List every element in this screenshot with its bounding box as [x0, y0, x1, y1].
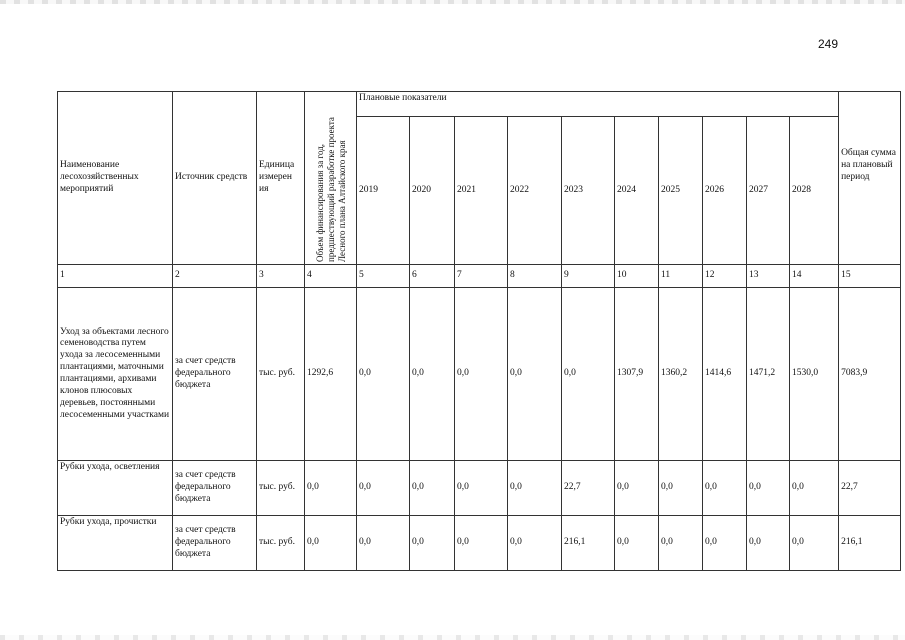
source-cell: за счет средств федерального бюджета — [173, 461, 257, 516]
value-cell: 0,0 — [790, 516, 839, 571]
header-unit: Единица измерен ия — [257, 92, 305, 265]
source-cell: за счет средств федерального бюджета — [173, 516, 257, 571]
column-number: 7 — [455, 265, 508, 288]
value-cell: 0,0 — [455, 516, 508, 571]
total-cell: 7083,9 — [839, 288, 901, 461]
value-cell: 0,0 — [357, 516, 410, 571]
column-number: 5 — [357, 265, 410, 288]
value-cell: 0,0 — [562, 288, 615, 461]
value-cell: 0,0 — [747, 461, 790, 516]
column-number: 11 — [659, 265, 703, 288]
header-planned: Плановые показатели — [357, 92, 839, 117]
total-cell: 216,1 — [839, 516, 901, 571]
header-prev-volume-text: Объем финансирования за год, предшествующий разработке проекта Лесного плана Алтайского края — [314, 117, 346, 262]
header-year: 2019 — [357, 117, 410, 265]
value-cell: 0,0 — [357, 461, 410, 516]
column-number: 1 — [58, 265, 173, 288]
unit-cell: тыс. руб. — [257, 516, 305, 571]
value-cell: 1530,0 — [790, 288, 839, 461]
unit-cell: тыс. руб. — [257, 461, 305, 516]
value-cell: 0,0 — [455, 288, 508, 461]
activity-cell: Рубки ухода, прочистки — [58, 516, 173, 571]
header-year: 2026 — [703, 117, 747, 265]
header-year: 2023 — [562, 117, 615, 265]
header-year: 2028 — [790, 117, 839, 265]
value-cell: 0,0 — [508, 288, 562, 461]
header-year: 2020 — [410, 117, 455, 265]
activity-cell: Рубки ухода, осветления — [58, 461, 173, 516]
column-number: 13 — [747, 265, 790, 288]
activity-cell: Уход за объектами лесного семеноводства путем ухода за лесосеменными плантациями, маточными плантациями, архивами клонов плюсовых деревьев, постоянными лесосеменными участками — [58, 288, 173, 461]
value-cell: 1471,2 — [747, 288, 790, 461]
table-row — [58, 288, 901, 461]
column-numbers-row — [58, 265, 901, 288]
unit-cell: тыс. руб. — [257, 288, 305, 461]
header-source: Источник средств — [173, 92, 257, 265]
value-cell: 0,0 — [357, 288, 410, 461]
column-number: 8 — [508, 265, 562, 288]
prev-volume-cell: 0,0 — [305, 461, 357, 516]
column-number: 3 — [257, 265, 305, 288]
value-cell: 0,0 — [703, 461, 747, 516]
prev-volume-cell: 1292,6 — [305, 288, 357, 461]
value-cell: 216,1 — [562, 516, 615, 571]
value-cell: 0,0 — [790, 461, 839, 516]
value-cell: 0,0 — [659, 461, 703, 516]
value-cell: 1414,6 — [703, 288, 747, 461]
value-cell: 0,0 — [747, 516, 790, 571]
source-cell: за счет средств федерального бюджета — [173, 288, 257, 461]
header-prev-volume — [305, 92, 357, 265]
value-cell: 0,0 — [508, 516, 562, 571]
value-cell: 0,0 — [410, 516, 455, 571]
scan-edge-top — [0, 0, 905, 4]
value-cell: 0,0 — [659, 516, 703, 571]
header-total: Общая сумма на плановый период — [839, 92, 901, 265]
header-year: 2021 — [455, 117, 508, 265]
financing-table — [57, 91, 901, 571]
prev-volume-cell: 0,0 — [305, 516, 357, 571]
header-year: 2027 — [747, 117, 790, 265]
column-number: 2 — [173, 265, 257, 288]
header-year: 2025 — [659, 117, 703, 265]
header-activity: Наименование лесохозяйственных мероприятий — [58, 92, 173, 265]
column-number: 6 — [410, 265, 455, 288]
value-cell: 0,0 — [410, 461, 455, 516]
column-number: 4 — [305, 265, 357, 288]
column-number: 12 — [703, 265, 747, 288]
value-cell: 0,0 — [615, 461, 659, 516]
value-cell: 0,0 — [410, 288, 455, 461]
scan-edge-bottom — [0, 635, 905, 640]
header-year: 2022 — [508, 117, 562, 265]
table-row — [58, 516, 901, 571]
value-cell: 0,0 — [615, 516, 659, 571]
value-cell: 0,0 — [703, 516, 747, 571]
value-cell: 22,7 — [562, 461, 615, 516]
total-cell: 22,7 — [839, 461, 901, 516]
table-row — [58, 461, 901, 516]
column-number: 10 — [615, 265, 659, 288]
page-number: 249 — [818, 37, 839, 51]
header-year: 2024 — [615, 117, 659, 265]
value-cell: 0,0 — [508, 461, 562, 516]
value-cell: 0,0 — [455, 461, 508, 516]
header-row — [58, 92, 901, 117]
value-cell: 1360,2 — [659, 288, 703, 461]
column-number: 14 — [790, 265, 839, 288]
value-cell: 1307,9 — [615, 288, 659, 461]
column-number: 15 — [839, 265, 901, 288]
column-number: 9 — [562, 265, 615, 288]
